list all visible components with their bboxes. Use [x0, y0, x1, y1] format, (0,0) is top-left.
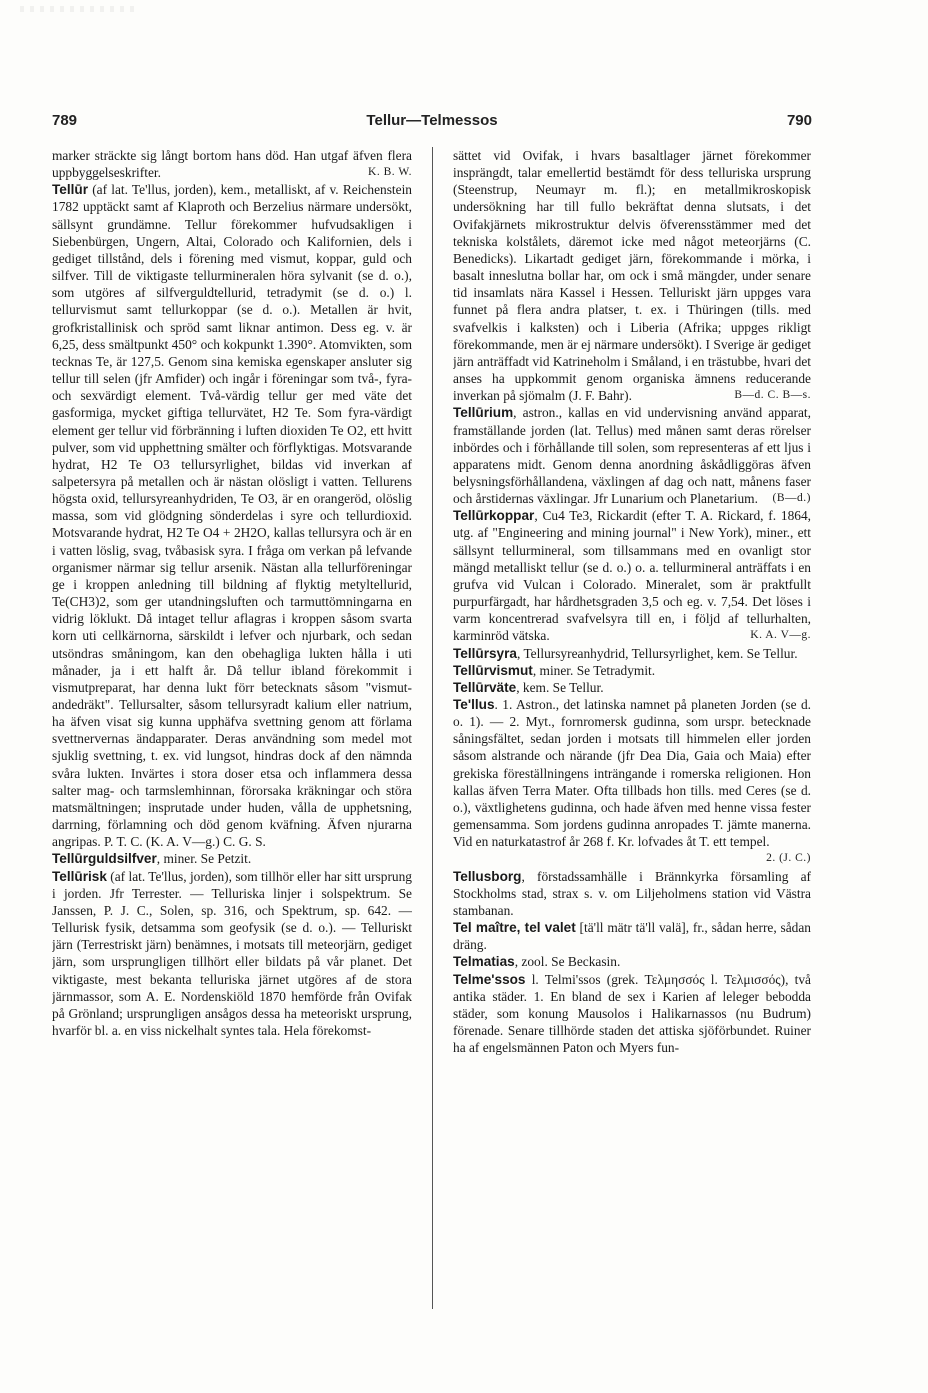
entry-text: sättet vid Ovifak, i hvars basaltlager järnet förekommer insprängdt, talar emellertid bestämdt för dess telluriska ursprung (Steenstrup, Neumayr m. fl.); en metallmikroskopisk undersökning har till fullo bekräftat denna slutsats, i det Ovifakjärnets mikrostruktur delvis öfverensstämmer med det tekniska kolstålets, däremot icke med något meteorjärns (C. Benedicks). Likartadt gediget järn, förekommande i mörka, i basalt inneslutna bollar har, om ock i små mängder, under senare tid insamlats nära Kassel i Hessen. Telluriskt järn uppges vara funnet på flera andra platser, t. ex. i Thüringen (tills. med svafvelkis i kalksten) och i Liberia (Afrika; uppges rikligt förekommande, men är ej närmare undersökt). I Sverige är gediget järn anträffadt vid Katrineholm i Småland, i en trästubbe, hvari det anses ha uppkommit genom organiska ämnens reducerande inverkan på sjömalm (J. F. Bahr).: [453, 148, 811, 404]
column-divider: [432, 147, 433, 1309]
entry-text: , Cu4 Te3, Rickardit (efter T. A. Rickard, f. 1864, utg. af "Engineering and mining journal" i New York), miner., ett sällsynt tellurmineral, som tillsammans med en ovanligt stor mängd metalliskt tellur (se d. o.) o. a. tellurmineral anträffats i en grufva vid Vulcan i Colorado. Mineralet, som är praktfullt purpurfärgadt, har hårdhetsgraden 3,5 och eg. v. 7,54. Det löses i varm koncentrerad svafvelsyra till en, i följd af tellurhalten, karminröd vätska.: [453, 508, 811, 644]
page-header: [52, 112, 812, 134]
entry-headword: Te'llus: [453, 697, 495, 712]
entry-headword: Tellūrguldsilfver: [52, 851, 157, 867]
dictionary-entry: [453, 971, 811, 1057]
entry-text: , förstadssamhälle i Brännkyrka församling af Stockholms stad, strax s. v. om Liljeholmens station vid Västra stambanan.: [453, 868, 811, 918]
author-signature: (B—d.): [772, 492, 811, 505]
page-number-left: 789: [52, 112, 78, 129]
entry-text: , miner. Se Tetradymit.: [532, 662, 656, 678]
entry-headword: Tellusborg: [453, 868, 522, 884]
entry-text: , kem. Se Tellur.: [516, 679, 604, 695]
dictionary-entry: [453, 679, 811, 696]
entry-text: , zool. Se Beckasin.: [514, 954, 621, 970]
entry-text: . 1. Astron., det latinska namnet på planeten Jorden (se d. o. 1). — 2. Myt., fornromersk gudinna, som urspr. betecknade såningsfältet, sedan jorden i motsats till himmelen eller jorden såsom alstrande och närande (jfr Dea Dia, Gaia och Maia) efter grekiska föreställningens inträngande i romerska religionen. Hon kallas äfven Terra Mater. Ofta tillbads hon tills. med Ceres (se d. o.), växtlighetens gudinna, och hade äfven med henne vissa fester gemensamma. Som jordens gudinna anropades T. jämte manerna. Vid en naturkatastrof år 268 f. Kr. lofvades åt T. ett tempel.: [453, 697, 811, 850]
entry-text: , miner. Se Petzit.: [156, 851, 252, 867]
author-signature: K. A. V—g.: [750, 629, 811, 642]
dictionary-entry: [453, 696, 811, 868]
entry-text: (af lat. Te'llus, jorden), som tillhör eller har sitt ursprung i jorden. Jfr Terrester. — Telluriska linjer i solspektrum. Se Janssen, P. J. C., Solen, sp. 316, och Spektrum, sp. 642. — Tellurisk fysik, detsamma som geofysik (se d. o.). — Telluriskt järn (Terrestriskt järn) benämnes, i motsats till meteorjärn, gediget järn, som ursprungligen tillhört eller bildats på vår planet. Det viktigaste, mest bekanta telluriska järnet utgöres af de stora järnmassor, som A. E. Nordenskiöld 1870 hemförde från Ovifak på Grönland; ursprungligen ansågos dessa ha meteoriskt ursprung, hvarför bl. a. en viss nickelhalt syntes tala. Hela förekomst-: [52, 868, 412, 1038]
right-column: [453, 147, 811, 1327]
entry-headword: Tellūr: [52, 182, 89, 198]
entry-headword: Tel maître, tel valet: [453, 920, 576, 936]
dictionary-entry: [52, 147, 412, 181]
entry-headword: Tellūrkoppar: [453, 508, 535, 524]
running-title: Tellur—Telmessos: [366, 112, 498, 129]
entry-headword: Tellūrium: [453, 405, 514, 421]
dictionary-entry: [453, 953, 811, 970]
dictionary-entry: [453, 404, 811, 507]
entry-text: marker sträckte sig långt bortom hans död. Han utgaf äfven flera uppbyggelseskrifter.: [52, 148, 412, 181]
dictionary-entry: [453, 147, 811, 404]
dictionary-entry: [453, 919, 811, 953]
dictionary-entry: [453, 507, 811, 644]
dictionary-entry: [52, 850, 412, 867]
dictionary-entry: [52, 181, 412, 850]
author-signature: 2. (J. C.): [766, 852, 811, 865]
entry-text: (af lat. Te'llus, jorden), kem., metalliskt, af v. Reichenstein 1782 upptäckt samt af Klaproth och Berzelius närmare undersökt, sällsynt grundämne. Tellur förekommer hufvudsakligen i Siebenbürgen, Ungern, Altai, Colorado och Kalifornien, dels i gediget tillstånd, dels i förening med vismut, koppar, guld och silfver. Till de viktigaste tellurmineralen höra sylvanit (se d. o.), som utgöres af silfverguldtellurid, tetradymit (se d. o.) l. tellurvismut samt tellurkoppar (se d. o.). Metallen är hvit, grofkristallinisk och spröd samt liknar antimon. Dess eg. v. är 6,25, dess smältpunkt 450° och kokpunkt 1.390°. Atomvikten, som tecknas Te, är 127,5. Genom sina kemiska egenskaper ansluter sig tellur till selen (jfr Amfider) och ingår i föreningar som två-, fyra- och sexvärdigt element. Två-värdig tellur ger med väte det gasformiga, mycket giftiga tellurvätet, H2 Te. Som fyra-värdigt element ger tellur vid förbränning i luften dioxiden Te O2, ett hvitt pulver, som vid upphettning smälter och förflyktigas. Motsvarande hydrat, H2 Te O3 tellursyrlighet, bildas vid inverkan af salpetersyra på metallen och är nästan olösligt i vatten. Tellurens högsta oxid, tellursyreanhydriden, Te O3, är en orangeröd, olöslig massa, som vid glödgning sönderdelas i syre och tellurdioxid. Motsvarande hydrat, H2 Te O4 + 2H2O, kallas tellursyra och är en i vatten löslig, svag, tvåbasisk syra. I fråga om verkan på lefvande organismer närmar sig tellur arsenik. Nästan alla tellurföreningar ge i kroppen anledning till bildning af flyktig metyltellurid, Te(CH3)2, som ger utandningsluften och tarmuttömningarna en vidrig löklukt. Då intaget tellur aflagras i kroppen såsom svarta korn uti cellkärnorna, särskildt i lefver och njurbark, och sedan utsöndras småningom, kan den obehagliga lukten hålla i uti månader, ja i ett halft år. Då tellur ibland förekommit i vismutpreparat, har denna lukt förr betecknats såsom "vismut-andedräkt". Tellursalter, såsom tellursyradt kalium eller natrium, ha äfven visat sig kunna upphäfva svettning genom att förlama svettnervernas ändapparater. Deras användning som medel mot sjuklig svettning, t. ex. vid lungsot, hindras dock af den nämnda svåra lukten. Invärtes i stora doser etsa och inflammera dessa salter mag- och tarmslemhinnan, förorsaka kräkningar och störa matsmältningen; insprutade under huden, vålla de upphetsning, darrning, förlamning och död genom kväfning. Äfven njurarna angripas. P. T. C. (K. A. V—g.) C. G. S.: [52, 182, 412, 850]
dictionary-entry: [52, 868, 412, 1040]
entry-headword: Telme'ssos: [453, 971, 526, 987]
entry-headword: Telmatias: [453, 954, 515, 970]
entry-headword: Tellūrisk: [52, 868, 107, 884]
dictionary-entry: [453, 868, 811, 919]
dictionary-entry: [453, 662, 811, 679]
entry-text: l. Telmi'ssos (grek. Τελμησσός l. Τελμισσός), två antika städer. 1. En bland de sex i Karien af leleger bebodda städer, som konung Mausolos i Halikarnassos (nu Budrum) förenade. Senare tillhörde staden det attiska sjöförbundet. Ruiner ha af engelsmännen Paton och Myers fun-: [453, 971, 811, 1056]
author-signature: B—d. C. B—s.: [734, 389, 811, 402]
entry-headword: Tellūrvismut: [453, 662, 533, 678]
entry-text: , Tellursyreanhydrid, Tellursyrlighet, kem. Se Tellur.: [516, 645, 798, 661]
dictionary-entry: [453, 645, 811, 662]
scan-artifact: [20, 6, 140, 12]
entry-headword: Tellūrsyra: [453, 645, 517, 661]
entry-headword: Tellūrväte: [453, 679, 517, 695]
left-column: [52, 147, 412, 1327]
author-signature: K. B. W.: [368, 166, 412, 179]
entry-text: [tä'll mätr tä'll valä], fr., sådan herre, sådan dräng.: [453, 920, 811, 953]
page-number-right: 790: [786, 112, 812, 129]
entry-text: , astron., kallas en vid undervisning använd apparat, framställande jorden (lat. Tellus) med månen samt deras rörelser inbördes och i förhållande till solen, som representeras af ett ljus i apparatens midt. Genom denna anordning åskådliggöras äfven belysningsförhållandena, växlingen af dag och natt, månens faser och årstidernas växlingar. Jfr Lunarium och Planetarium.: [453, 405, 811, 507]
